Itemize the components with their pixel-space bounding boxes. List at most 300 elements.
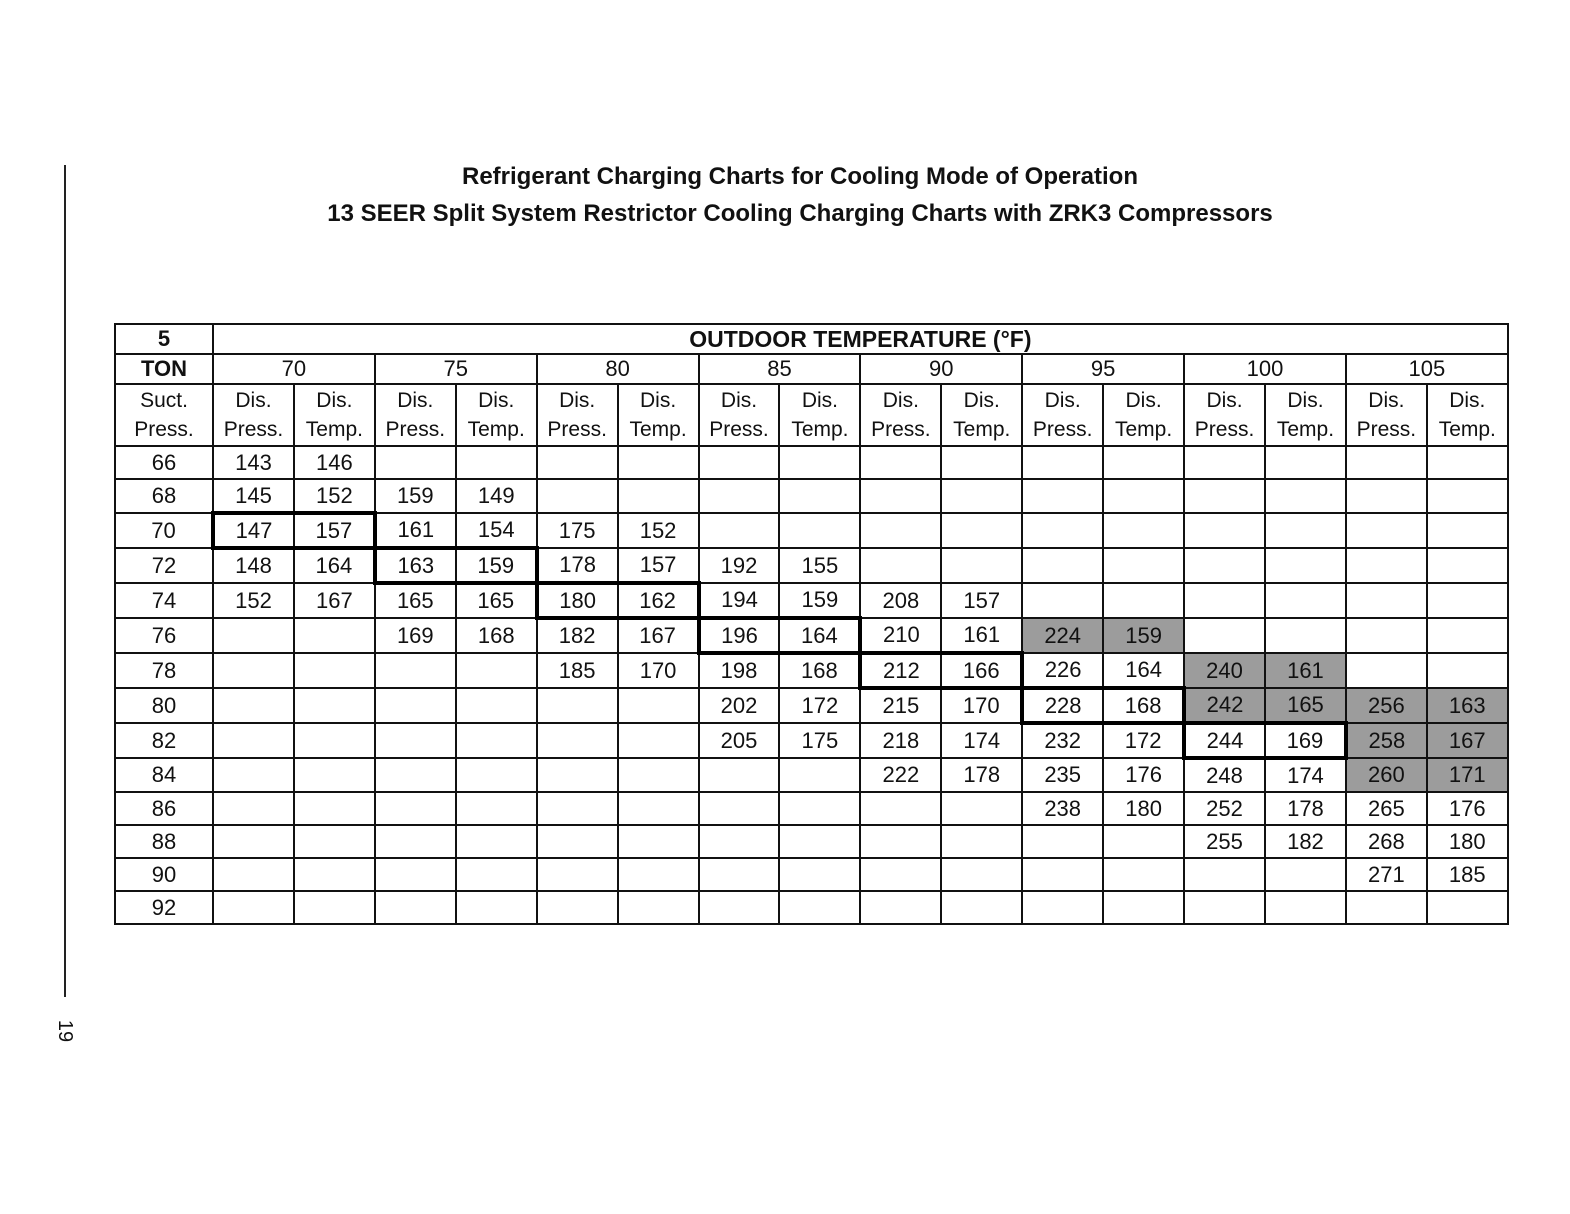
temp-header-cell: 75 xyxy=(375,354,537,384)
discharge-pressure-cell xyxy=(213,653,294,688)
discharge-temp-cell: 174 xyxy=(941,723,1022,758)
discharge-pressure-header-line1: Dis. xyxy=(720,389,758,412)
discharge-temp-cell: 168 xyxy=(779,653,860,688)
discharge-pressure-cell: 182 xyxy=(537,618,618,653)
discharge-pressure-cell xyxy=(1184,618,1265,653)
discharge-temp-cell xyxy=(618,446,699,479)
discharge-pressure-cell: 228 xyxy=(1022,688,1103,723)
discharge-pressure-cell xyxy=(1022,825,1103,858)
table-row xyxy=(115,758,1508,792)
temp-header-cell: 105 xyxy=(1346,354,1508,384)
discharge-pressure-cell xyxy=(1184,891,1265,924)
discharge-pressure-cell: 194 xyxy=(699,583,780,618)
discharge-pressure-cell xyxy=(1184,446,1265,479)
discharge-pressure-cell: 242 xyxy=(1184,688,1265,723)
discharge-temp-cell xyxy=(1103,513,1184,548)
discharge-pressure-cell xyxy=(537,792,618,825)
discharge-temp-cell xyxy=(941,858,1022,891)
discharge-temp-header xyxy=(1103,384,1184,446)
discharge-temp-cell: 167 xyxy=(294,583,375,618)
discharge-temp-cell xyxy=(941,548,1022,583)
suction-pressure-cell: 72 xyxy=(115,548,213,583)
discharge-temp-cell xyxy=(618,479,699,513)
discharge-temp-cell xyxy=(779,479,860,513)
discharge-temp-header-line1: Dis. xyxy=(963,389,1000,412)
discharge-temp-cell xyxy=(456,792,537,825)
discharge-temp-cell xyxy=(779,891,860,924)
suction-pressure-cell: 82 xyxy=(115,723,213,758)
unit-size-number: 5 xyxy=(115,324,213,354)
discharge-temp-cell: 167 xyxy=(618,618,699,653)
discharge-pressure-cell: 192 xyxy=(699,548,780,583)
discharge-temp-cell: 164 xyxy=(779,618,860,653)
discharge-temp-cell: 175 xyxy=(779,723,860,758)
discharge-pressure-cell xyxy=(375,723,456,758)
discharge-pressure-cell: 180 xyxy=(537,583,618,618)
discharge-temp-cell xyxy=(779,513,860,548)
discharge-pressure-cell xyxy=(860,446,941,479)
discharge-temp-cell xyxy=(779,858,860,891)
discharge-temp-header-line2: Temp. xyxy=(629,418,687,441)
discharge-temp-cell xyxy=(1103,858,1184,891)
discharge-temp-cell xyxy=(294,653,375,688)
discharge-temp-cell: 180 xyxy=(1427,825,1508,858)
table-row xyxy=(115,723,1508,758)
discharge-pressure-cell xyxy=(537,758,618,792)
discharge-pressure-cell xyxy=(375,688,456,723)
discharge-pressure-cell: 205 xyxy=(699,723,780,758)
discharge-pressure-header-line2: Press. xyxy=(709,418,769,441)
left-margin-rule xyxy=(64,165,66,997)
discharge-pressure-cell xyxy=(699,479,780,513)
discharge-temp-cell: 176 xyxy=(1427,792,1508,825)
discharge-temp-cell: 157 xyxy=(941,583,1022,618)
discharge-pressure-cell: 198 xyxy=(699,653,780,688)
discharge-pressure-cell xyxy=(213,792,294,825)
discharge-pressure-cell xyxy=(860,513,941,548)
discharge-pressure-cell xyxy=(699,758,780,792)
discharge-pressure-cell: 238 xyxy=(1022,792,1103,825)
discharge-pressure-cell xyxy=(537,688,618,723)
discharge-pressure-cell: 252 xyxy=(1184,792,1265,825)
discharge-pressure-cell: 235 xyxy=(1022,758,1103,792)
discharge-pressure-header xyxy=(537,384,618,446)
discharge-temp-header-line1: Dis. xyxy=(1287,389,1324,412)
discharge-temp-cell xyxy=(1265,858,1346,891)
discharge-temp-cell: 169 xyxy=(1265,723,1346,758)
discharge-temp-cell: 159 xyxy=(779,583,860,618)
discharge-temp-cell: 157 xyxy=(618,548,699,583)
discharge-temp-cell xyxy=(1265,446,1346,479)
discharge-pressure-cell: 178 xyxy=(537,548,618,583)
discharge-pressure-cell: 196 xyxy=(699,618,780,653)
discharge-temp-header-line1: Dis. xyxy=(639,389,677,412)
discharge-temp-cell: 162 xyxy=(618,583,699,618)
discharge-pressure-header-line1: Dis. xyxy=(1206,389,1243,412)
discharge-pressure-cell: 232 xyxy=(1022,723,1103,758)
discharge-temp-cell xyxy=(456,688,537,723)
discharge-pressure-cell xyxy=(375,653,456,688)
discharge-temp-header xyxy=(456,384,537,446)
discharge-pressure-cell xyxy=(213,688,294,723)
discharge-pressure-header-line1: Dis. xyxy=(397,389,434,412)
page-number: 19 xyxy=(54,1019,76,1043)
discharge-pressure-cell: 169 xyxy=(375,618,456,653)
discharge-pressure-cell: 265 xyxy=(1346,792,1427,825)
discharge-temp-cell: 146 xyxy=(294,446,375,479)
discharge-pressure-cell xyxy=(213,723,294,758)
discharge-temp-cell xyxy=(294,825,375,858)
discharge-pressure-cell: 260 xyxy=(1346,758,1427,792)
discharge-temp-cell: 170 xyxy=(618,653,699,688)
discharge-pressure-cell xyxy=(1022,583,1103,618)
discharge-pressure-cell xyxy=(375,891,456,924)
discharge-pressure-cell xyxy=(699,858,780,891)
discharge-temp-header-line1: Dis. xyxy=(1449,389,1486,412)
table-row xyxy=(115,446,1508,479)
discharge-pressure-cell xyxy=(1346,618,1427,653)
discharge-pressure-cell xyxy=(213,891,294,924)
discharge-temp-cell xyxy=(779,825,860,858)
discharge-temp-header-line2: Temp. xyxy=(1438,418,1496,441)
discharge-pressure-header-line2: Press. xyxy=(1194,418,1255,441)
discharge-pressure-cell xyxy=(375,792,456,825)
charging-chart-table xyxy=(114,323,1509,925)
discharge-pressure-cell: 240 xyxy=(1184,653,1265,688)
discharge-pressure-cell xyxy=(375,825,456,858)
discharge-pressure-cell: 202 xyxy=(699,688,780,723)
discharge-pressure-header-line2: Press. xyxy=(871,418,931,441)
discharge-temp-cell: 155 xyxy=(779,548,860,583)
discharge-temp-cell: 161 xyxy=(941,618,1022,653)
discharge-temp-cell: 164 xyxy=(294,548,375,583)
discharge-pressure-cell: 143 xyxy=(213,446,294,479)
discharge-temp-cell xyxy=(618,891,699,924)
discharge-pressure-header-line2: Press. xyxy=(385,418,446,441)
discharge-pressure-cell xyxy=(375,858,456,891)
discharge-temp-cell xyxy=(294,723,375,758)
discharge-temp-cell: 168 xyxy=(1103,688,1184,723)
discharge-pressure-cell xyxy=(1346,891,1427,924)
discharge-pressure-cell xyxy=(699,446,780,479)
discharge-temp-cell xyxy=(1427,479,1508,513)
discharge-temp-header-line2: Temp. xyxy=(1276,418,1335,441)
discharge-temp-cell: 163 xyxy=(1427,688,1508,723)
discharge-temp-cell: 168 xyxy=(456,618,537,653)
table-row xyxy=(115,479,1508,513)
discharge-temp-cell xyxy=(456,446,537,479)
discharge-temp-header xyxy=(618,384,699,446)
discharge-temp-cell xyxy=(1103,583,1184,618)
discharge-pressure-cell: 147 xyxy=(213,513,294,548)
discharge-pressure-cell xyxy=(699,825,780,858)
table-row xyxy=(115,825,1508,858)
temp-header-cell: 90 xyxy=(860,354,1022,384)
discharge-pressure-cell: 268 xyxy=(1346,825,1427,858)
discharge-temp-cell xyxy=(456,653,537,688)
discharge-temp-cell: 165 xyxy=(1265,688,1346,723)
discharge-temp-cell xyxy=(294,858,375,891)
discharge-temp-cell xyxy=(941,792,1022,825)
discharge-temp-cell: 180 xyxy=(1103,792,1184,825)
discharge-temp-cell xyxy=(456,891,537,924)
discharge-pressure-cell xyxy=(1184,548,1265,583)
discharge-pressure-cell xyxy=(537,891,618,924)
discharge-pressure-cell xyxy=(699,792,780,825)
table-row xyxy=(115,891,1508,924)
discharge-pressure-cell xyxy=(537,858,618,891)
temp-header-cell: 70 xyxy=(213,354,375,384)
discharge-pressure-cell: 224 xyxy=(1022,618,1103,653)
discharge-pressure-cell xyxy=(1346,513,1427,548)
discharge-pressure-cell: 159 xyxy=(375,479,456,513)
temp-header-cell: 95 xyxy=(1022,354,1184,384)
discharge-pressure-cell: 244 xyxy=(1184,723,1265,758)
discharge-pressure-cell xyxy=(1184,513,1265,548)
discharge-temp-cell xyxy=(1103,825,1184,858)
suction-pressure-cell: 70 xyxy=(115,513,213,548)
discharge-pressure-cell xyxy=(1022,446,1103,479)
discharge-pressure-cell xyxy=(537,723,618,758)
table-row xyxy=(115,618,1508,653)
discharge-pressure-cell xyxy=(537,446,618,479)
suction-pressure-header-line1: Suct. xyxy=(140,389,188,412)
suction-pressure-header xyxy=(115,384,213,446)
discharge-temp-header xyxy=(1265,384,1346,446)
discharge-temp-header-line1: Dis. xyxy=(478,389,515,412)
discharge-temp-cell xyxy=(941,825,1022,858)
discharge-temp-cell: 178 xyxy=(941,758,1022,792)
header-row-temps xyxy=(115,354,1508,384)
temp-header-cell: 100 xyxy=(1184,354,1346,384)
suction-pressure-cell: 80 xyxy=(115,688,213,723)
discharge-pressure-header xyxy=(1184,384,1265,446)
table-row xyxy=(115,792,1508,825)
discharge-temp-cell xyxy=(1103,891,1184,924)
discharge-temp-cell xyxy=(1103,446,1184,479)
discharge-temp-cell xyxy=(941,513,1022,548)
discharge-pressure-header-line1: Dis. xyxy=(235,389,272,412)
discharge-temp-cell xyxy=(618,688,699,723)
discharge-temp-cell xyxy=(294,688,375,723)
discharge-temp-cell xyxy=(294,891,375,924)
outdoor-temperature-header: OUTDOOR TEMPERATURE (°F) xyxy=(213,324,1508,354)
discharge-pressure-cell xyxy=(860,479,941,513)
discharge-temp-header-line2: Temp. xyxy=(791,418,849,441)
discharge-temp-header-line1: Dis. xyxy=(316,389,353,412)
discharge-temp-cell xyxy=(1427,548,1508,583)
discharge-temp-cell xyxy=(1265,583,1346,618)
discharge-temp-cell: 159 xyxy=(1103,618,1184,653)
discharge-temp-cell: 154 xyxy=(456,513,537,548)
discharge-temp-cell: 185 xyxy=(1427,858,1508,891)
discharge-temp-cell: 176 xyxy=(1103,758,1184,792)
discharge-temp-cell: 172 xyxy=(1103,723,1184,758)
discharge-pressure-cell: 212 xyxy=(860,653,941,688)
discharge-pressure-cell: 148 xyxy=(213,548,294,583)
temp-header-cell: 85 xyxy=(699,354,861,384)
discharge-pressure-cell xyxy=(1022,479,1103,513)
discharge-pressure-cell: 271 xyxy=(1346,858,1427,891)
suction-pressure-cell: 68 xyxy=(115,479,213,513)
discharge-temp-cell xyxy=(618,723,699,758)
discharge-temp-header-line2: Temp. xyxy=(467,418,525,441)
discharge-pressure-cell xyxy=(699,891,780,924)
discharge-pressure-cell: 215 xyxy=(860,688,941,723)
suction-pressure-header-line2: Press. xyxy=(134,418,194,441)
discharge-pressure-header xyxy=(699,384,780,446)
discharge-temp-cell xyxy=(1265,479,1346,513)
discharge-pressure-cell xyxy=(1184,479,1265,513)
discharge-pressure-cell xyxy=(1346,446,1427,479)
discharge-pressure-cell xyxy=(1022,891,1103,924)
discharge-temp-cell xyxy=(1265,548,1346,583)
discharge-pressure-header xyxy=(375,384,456,446)
discharge-temp-cell: 182 xyxy=(1265,825,1346,858)
discharge-temp-cell xyxy=(779,758,860,792)
discharge-temp-cell: 152 xyxy=(618,513,699,548)
discharge-pressure-cell xyxy=(213,758,294,792)
discharge-temp-cell: 161 xyxy=(1265,653,1346,688)
discharge-pressure-cell: 248 xyxy=(1184,758,1265,792)
discharge-temp-cell xyxy=(456,758,537,792)
discharge-temp-cell xyxy=(456,825,537,858)
table-row xyxy=(115,688,1508,723)
discharge-pressure-header-line1: Dis. xyxy=(1044,389,1081,412)
temp-header-cell: 80 xyxy=(537,354,699,384)
discharge-temp-cell xyxy=(1427,653,1508,688)
discharge-temp-header xyxy=(779,384,860,446)
discharge-temp-cell xyxy=(618,792,699,825)
discharge-temp-cell: 171 xyxy=(1427,758,1508,792)
discharge-temp-cell: 157 xyxy=(294,513,375,548)
discharge-temp-cell xyxy=(618,858,699,891)
discharge-pressure-cell xyxy=(375,446,456,479)
discharge-temp-header xyxy=(1427,384,1508,446)
discharge-temp-cell xyxy=(456,858,537,891)
discharge-pressure-cell: 218 xyxy=(860,723,941,758)
discharge-temp-cell xyxy=(294,758,375,792)
discharge-temp-header-line1: Dis. xyxy=(1125,389,1162,412)
title-block xyxy=(0,158,1570,232)
discharge-pressure-header-line1: Dis. xyxy=(559,389,596,412)
discharge-temp-cell xyxy=(779,792,860,825)
discharge-temp-cell xyxy=(1265,618,1346,653)
discharge-pressure-cell xyxy=(1022,513,1103,548)
suction-pressure-cell: 76 xyxy=(115,618,213,653)
discharge-temp-cell: 178 xyxy=(1265,792,1346,825)
discharge-pressure-cell xyxy=(1346,479,1427,513)
discharge-temp-cell xyxy=(941,891,1022,924)
suction-pressure-cell: 88 xyxy=(115,825,213,858)
discharge-temp-cell xyxy=(1427,446,1508,479)
suction-pressure-cell: 66 xyxy=(115,446,213,479)
discharge-temp-cell xyxy=(1103,479,1184,513)
discharge-temp-header-line1: Dis. xyxy=(801,389,838,412)
discharge-pressure-cell: 210 xyxy=(860,618,941,653)
discharge-pressure-header xyxy=(213,384,294,446)
discharge-pressure-cell xyxy=(1346,583,1427,618)
discharge-pressure-cell xyxy=(860,548,941,583)
discharge-pressure-cell xyxy=(860,792,941,825)
discharge-temp-cell xyxy=(1427,583,1508,618)
discharge-pressure-cell: 208 xyxy=(860,583,941,618)
discharge-pressure-header-line2: Press. xyxy=(223,418,284,441)
discharge-temp-cell: 164 xyxy=(1103,653,1184,688)
discharge-pressure-cell: 161 xyxy=(375,513,456,548)
discharge-pressure-cell xyxy=(860,891,941,924)
discharge-pressure-cell xyxy=(1346,548,1427,583)
discharge-temp-cell xyxy=(456,723,537,758)
suction-pressure-cell: 86 xyxy=(115,792,213,825)
discharge-temp-cell xyxy=(1265,513,1346,548)
table-row xyxy=(115,858,1508,891)
table-row xyxy=(115,653,1508,688)
discharge-temp-header xyxy=(941,384,1022,446)
chart-title: Refrigerant Charging Charts for Cooling Mode of Operation xyxy=(461,163,1138,190)
discharge-pressure-cell: 258 xyxy=(1346,723,1427,758)
discharge-pressure-cell xyxy=(213,858,294,891)
discharge-temp-cell: 159 xyxy=(456,548,537,583)
discharge-temp-cell xyxy=(294,792,375,825)
discharge-pressure-cell: 256 xyxy=(1346,688,1427,723)
discharge-pressure-cell xyxy=(213,618,294,653)
discharge-temp-cell: 174 xyxy=(1265,758,1346,792)
unit-size-unit: TON xyxy=(115,354,213,384)
discharge-pressure-cell: 175 xyxy=(537,513,618,548)
discharge-pressure-cell: 152 xyxy=(213,583,294,618)
suction-pressure-cell: 84 xyxy=(115,758,213,792)
discharge-pressure-header xyxy=(1346,384,1427,446)
discharge-pressure-header-line2: Press. xyxy=(1356,418,1417,441)
table-row xyxy=(115,548,1508,583)
suction-pressure-cell: 78 xyxy=(115,653,213,688)
suction-pressure-cell: 74 xyxy=(115,583,213,618)
discharge-pressure-cell xyxy=(1184,858,1265,891)
discharge-temp-cell xyxy=(941,446,1022,479)
discharge-temp-cell xyxy=(779,446,860,479)
discharge-temp-cell xyxy=(941,479,1022,513)
discharge-pressure-cell: 145 xyxy=(213,479,294,513)
suction-pressure-cell: 92 xyxy=(115,891,213,924)
discharge-pressure-cell: 255 xyxy=(1184,825,1265,858)
discharge-pressure-header-line2: Press. xyxy=(1032,418,1093,441)
discharge-temp-cell: 172 xyxy=(779,688,860,723)
discharge-temp-cell xyxy=(1265,891,1346,924)
discharge-pressure-header-line2: Press. xyxy=(547,418,607,441)
discharge-pressure-cell: 226 xyxy=(1022,653,1103,688)
chart-subtitle: 13 SEER Split System Restrictor Cooling Charging Charts with ZRK3 Compressors xyxy=(327,200,1273,227)
discharge-pressure-cell: 185 xyxy=(537,653,618,688)
discharge-temp-cell xyxy=(294,618,375,653)
discharge-temp-cell: 149 xyxy=(456,479,537,513)
discharge-temp-cell: 165 xyxy=(456,583,537,618)
discharge-pressure-cell xyxy=(537,479,618,513)
discharge-pressure-header-line1: Dis. xyxy=(1368,389,1405,412)
discharge-pressure-cell xyxy=(699,513,780,548)
discharge-pressure-cell xyxy=(1184,583,1265,618)
discharge-pressure-cell xyxy=(1346,653,1427,688)
discharge-pressure-cell xyxy=(1022,548,1103,583)
discharge-temp-cell: 152 xyxy=(294,479,375,513)
discharge-pressure-cell: 222 xyxy=(860,758,941,792)
discharge-pressure-cell xyxy=(375,758,456,792)
discharge-pressure-cell xyxy=(860,825,941,858)
discharge-temp-cell xyxy=(1427,618,1508,653)
discharge-temp-cell xyxy=(1427,513,1508,548)
discharge-pressure-cell: 165 xyxy=(375,583,456,618)
suction-pressure-cell: 90 xyxy=(115,858,213,891)
